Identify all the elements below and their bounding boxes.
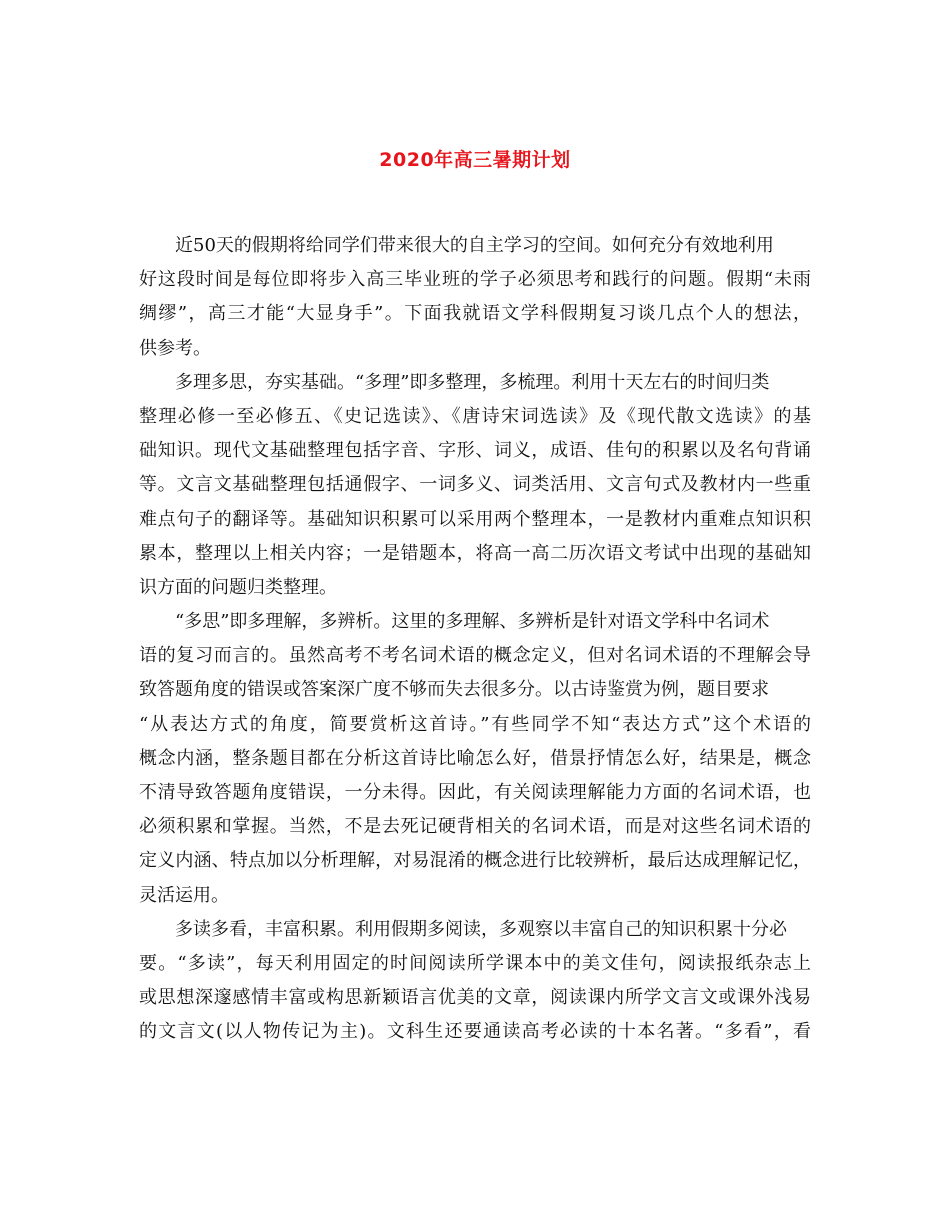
paragraph-line: 不清导致答题角度错误，一分未得。因此，有关阅读理解能力方面的名词术语，也 [139,782,811,803]
document-title: 2020年高三暑期计划 [379,149,571,171]
paragraph-line: 多读多看，丰富积累。利用假期多阅读，多观察以丰富自己的知识积累十分必 [175,918,787,940]
paragraph-line: 等。文言文基础整理包括通假字、一词多义、词类活用、文言句式及教材内一些重 [139,474,811,496]
paragraph-line: 绸缪”，高三才能“大显身手”。下面我就语文学科假期复习谈几点个人的想法， [139,303,811,325]
paragraph-line: 近50天的假期将给同学们带来很大的自主学习的空间。如何充分有效地利用 [175,235,774,256]
paragraph-line: 好这段时间是每位即将步入高三毕业班的学子必须思考和践行的问题。假期“未雨 [139,269,811,291]
paragraph-line: 致答题角度的错误或答案深广度不够而失去很多分。以古诗鉴赏为例，题目要求 [139,679,769,701]
paragraph-line: “从表达方式的角度，简要赏析这首诗。”有些同学不知“表达方式”这个术语的 [139,713,811,735]
paragraph-line: “多思”即多理解，多辨析。这里的多理解、多辨析是针对语文学科中名词术 [175,611,770,633]
paragraph-line: 多理多思，夯实基础。“多理”即多整理，多梳理。利用十天左右的时间归类 [175,371,770,393]
paragraph-line: 灵活运用。 [139,884,229,906]
paragraph-line: 础知识。现代文基础整理包括字音、字形、词义，成语、佳句的积累以及名句背诵 [139,440,811,462]
paragraph-line: 定义内涵、特点加以分析理解，对易混淆的概念进行比较辨析，最后达成理解记忆， [139,850,811,872]
paragraph-line: 供参考。 [139,337,211,359]
paragraph-line: 语的复习而言的。虽然高考不考名词术语的概念定义，但对名词术语的不理解会导 [139,645,811,667]
document-body [139,229,811,1050]
paragraph-line: 要。“多读”，每天利用固定的时间阅读所学课本中的美文佳句，阅读报纸杂志上 [139,952,811,974]
paragraph-line: 难点句子的翻译等。基础知识积累可以采用两个整理本，一是教材内重难点知识积 [139,508,811,530]
paragraph-line: 必须积累和掌握。当然，不是去死记硬背相关的名词术语，而是对这些名词术语的 [139,816,811,838]
paragraph-line: 的文言文(以人物传记为主)。文科生还要通读高考必读的十本名著。“多看”，看 [139,1021,811,1043]
paragraph-line: 或思想深邃感情丰富或构思新颖语言优美的文章，阅读课内所学文言文或课外浅易 [139,987,811,1009]
paragraph-line: 概念内涵，整条题目都在分析这首诗比喻怎么好，借景抒情怎么好，结果是，概念 [139,747,811,769]
paragraph-line: 整理必修一至必修五、《史记选读》、《唐诗宋词选读》及《现代散文选读》的基 [139,405,811,427]
paragraph-line: 识方面的问题归类整理。 [139,576,337,598]
paragraph-line: 累本，整理以上相关内容；一是错题本，将高一高二历次语文考试中出现的基础知 [139,542,811,564]
